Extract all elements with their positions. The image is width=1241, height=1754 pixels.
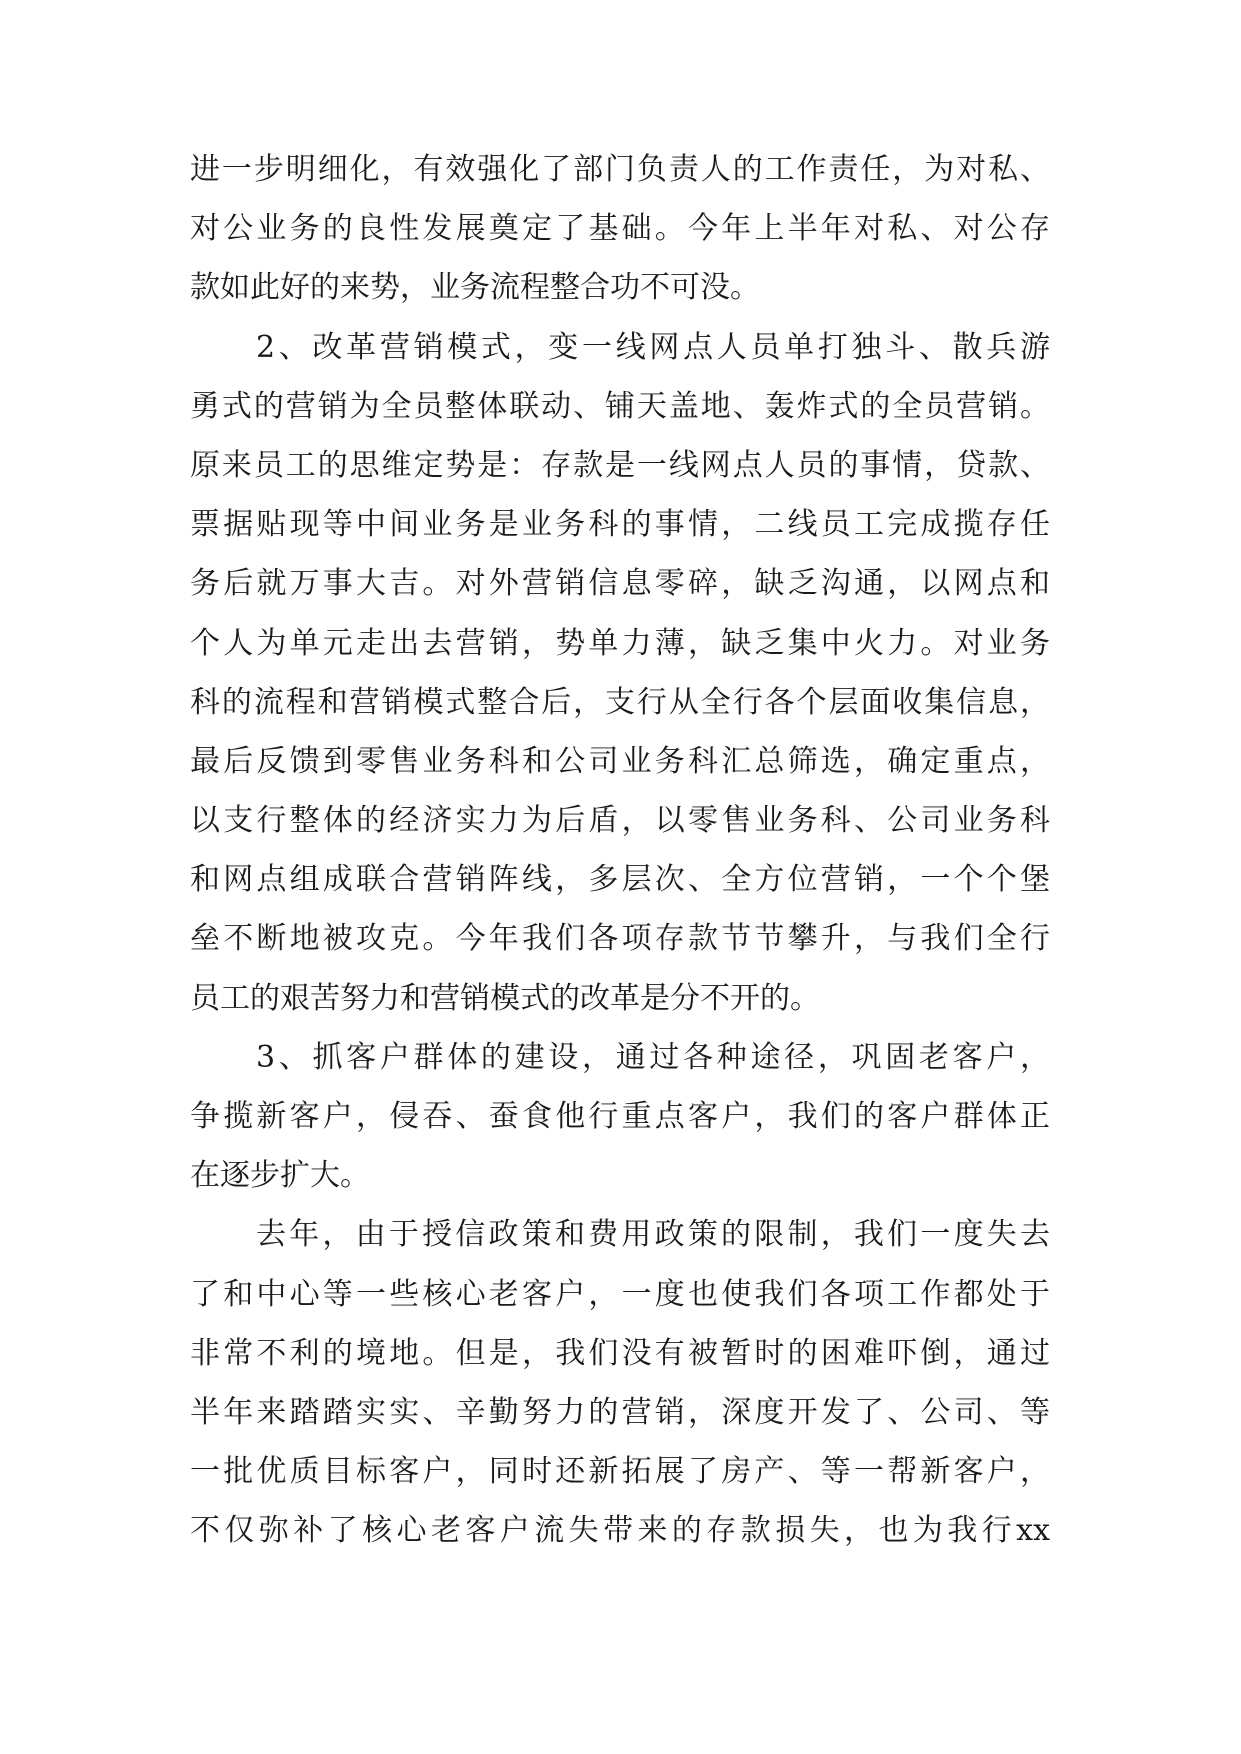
- text-line: 最后反馈到零售业务科和公司业务科汇总筛选，确定重点，: [190, 743, 1050, 779]
- text-line: 务后就万事大吉。对外营销信息零碎，缺乏沟通，以网点和: [190, 566, 1050, 602]
- text-line: 一批优质目标客户，同时还新拓展了房产、等一帮新客户，: [190, 1454, 1050, 1490]
- text-line: 原来员工的思维定势是：存款是一线网点人员的事情，贷款、: [190, 447, 1050, 483]
- text-line: 票据贴现等中间业务是业务科的事情，二线员工完成揽存任: [190, 507, 1050, 543]
- document-body: [190, 140, 1050, 1561]
- text-line: 争揽新客户，侵吞、蚕食他行重点客户，我们的客户群体正: [190, 1099, 1050, 1134]
- text-line: 垒不断地被攻克。今年我们各项存款节节攀升，与我们全行: [190, 921, 1050, 957]
- text-line: 半年来踏踏实实、辛勤努力的营销，深度开发了、公司、等: [190, 1394, 1050, 1430]
- text-line: 去年，由于授信政策和费用政策的限制，我们一度失去: [256, 1217, 1050, 1253]
- text-line: 员工的艰苦努力和营销模式的改革是分不开的。: [190, 980, 820, 1016]
- text-line: 非常不利的境地。但是，我们没有被暂时的困难吓倒，通过: [190, 1335, 1050, 1371]
- text-line: 勇式的营销为全员整体联动、铺天盖地、轰炸式的全员营销。: [190, 388, 1050, 424]
- text-line: 进一步明细化，有效强化了部门负责人的工作责任，为对私、: [190, 152, 1050, 187]
- text-line: 在逐步扩大。: [190, 1158, 370, 1194]
- text-line: 个人为单元走出去营销，势单力薄，缺乏集中火力。对业务: [190, 625, 1050, 661]
- text-line: 3、抓客户群体的建设，通过各种途径，巩固老客户，: [256, 1039, 1050, 1075]
- text-line: 对公业务的良性发展奠定了基础。今年上半年对私、对公存: [190, 211, 1050, 247]
- text-line: 和网点组成联合营销阵线，多层次、全方位营销，一个个堡: [190, 862, 1050, 898]
- text-line: 款如此好的来势，业务流程整合功不可没。: [190, 270, 760, 306]
- text-line: 了和中心等一些核心老客户，一度也使我们各项工作都处于: [190, 1276, 1050, 1312]
- text-line: 以支行整体的经济实力为后盾，以零售业务科、公司业务科: [190, 803, 1050, 839]
- text-line: 科的流程和营销模式整合后，支行从全行各个层面收集信息，: [190, 684, 1050, 720]
- text-line: 不仅弥补了核心老客户流失带来的存款损失，也为我行xx: [190, 1513, 1050, 1549]
- text-line: 2、改革营销模式，变一线网点人员单打独斗、散兵游: [256, 329, 1050, 365]
